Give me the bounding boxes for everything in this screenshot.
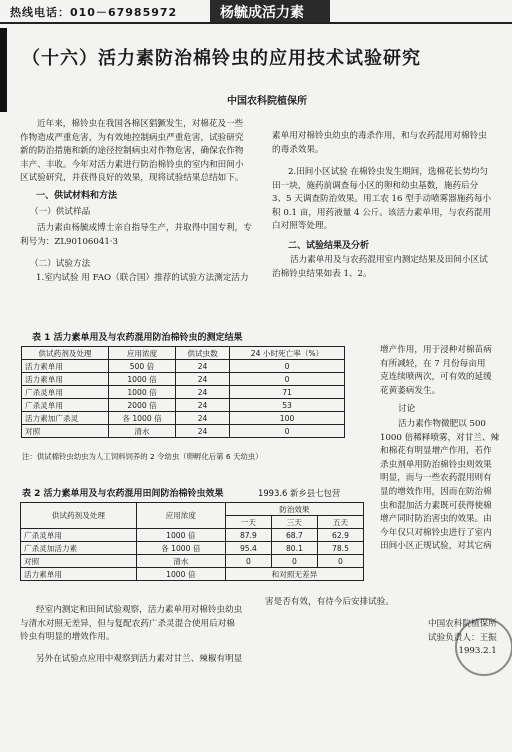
table1-header-cell: 应用浓度 xyxy=(109,347,176,360)
table2-subheader-cell: 五天 xyxy=(317,516,363,529)
table-row: 广杀灵单用 1000 倍 87.9 68.7 62.9 xyxy=(21,529,364,542)
table-row: 活力素单用 1000 倍 24 0 xyxy=(22,373,345,386)
table1-note: 注：供试棉铃虫幼虫为人工饲料饲养的 2 令幼虫（卵孵化后第 6 天幼虫） xyxy=(22,452,263,461)
subheading-samples: （一）供试样品 xyxy=(30,207,91,217)
signature-block: 中国农科院植保所 试验负责人：王振 1993.2.1 xyxy=(428,619,497,657)
table-row: 活力素单用 1000 倍 和对照无差异 xyxy=(21,568,364,581)
table-row: 广杀灵加活力素 各 1000 倍 95.4 80.1 78.5 xyxy=(21,542,364,555)
brand-title: 杨毓成活力素 xyxy=(220,5,304,21)
right-paragraph-a: 素单用对棉铃虫幼虫的毒杀作用，和与农药混用对棉铃虫 的毒杀效果。 xyxy=(272,131,487,155)
table-row: 活力素单用 500 倍 24 0 xyxy=(22,360,345,373)
method-paragraph: 1.室内试验 用 FAO（联合国）推荐的试验方法测定活力 xyxy=(36,273,249,283)
results-paragraph: 活力素单用及与农药混用室内测定结果及田间小区试 治棉铃虫结果如表 1、2。 xyxy=(272,255,488,279)
bottom-right-line: 害是否有效，有待今后安排试验。 xyxy=(265,597,394,607)
section-heading-materials: 一、供试材料和方法 xyxy=(36,191,118,201)
table-row: 广杀灵单用 2000 倍 24 53 xyxy=(22,399,345,412)
table1-header-cell: 供试虫数 xyxy=(176,347,230,360)
discussion-heading: 讨论 xyxy=(398,404,416,414)
table1-title: 表 1 活力素单用及与农药混用防治棉铃虫的测定结果 xyxy=(32,333,243,343)
table1 xyxy=(21,346,345,438)
header-rule xyxy=(0,22,512,24)
discussion-paragraph: 活力素作物微肥以 500 1000 倍稀释喷雾，对甘兰、辣 和棉花有明显增产作用，若作 杀虫剂单用防治棉铃虫则效果 明显，而与一些农药混用则有 显的增效作用，因而在防治棉 虫和混加活力素既可获得使棉 增产同时防治害虫的效果。由 今年仅只对棉铃虫进行了室内 田间小区正规试验，对其它病 xyxy=(380,419,500,552)
table2-header-cell: 应用浓度 xyxy=(136,503,225,529)
sample-paragraph: 活力素由杨毓成博士亲自指导生产，并取得中国专利，专 利号为：ZL90106041·3 xyxy=(20,223,252,247)
table2-header-cell: 防治效果 xyxy=(225,503,363,516)
section-heading-results: 二、试验结果及分析 xyxy=(288,241,370,251)
table2-subheader-cell: 三天 xyxy=(271,516,317,529)
table1-header-cell: 24 小时死亡率（%） xyxy=(230,347,345,360)
edge-stripe xyxy=(0,28,7,112)
table2-subheader-cell: 一天 xyxy=(225,516,271,529)
bottom-paragraph: 经室内测定和田间试验观察，活力素单用对棉铃虫幼虫 与清水对照无差异，但与复配农药广杀灵混合使用后对棉 铃虫有明显的增效作用。 另外在试验点应用中观察到活力素对甘兰、辣椒有明显 xyxy=(20,605,243,664)
intro-paragraph: 近年来，棉铃虫在我国各棉区猖獗发生，对棉花及一些 作物造成严重危害，为有效地控制病虫严重危害，试验研究 新的防治措施和新的途径控制病虫对作物危害，确保农作物 丰产、丰收。今年对活力素进行防治棉铃虫的室内和田间小 区试验研究，并获得良好的效果，现将试验结果总结如下。 xyxy=(20,119,244,184)
table2 xyxy=(20,502,364,581)
table2-title: 表 2 活力素单用及与农药混用田间防治棉铃虫效果 xyxy=(22,489,224,499)
mid-paragraph: 增产作用，用于浸种对棉苗病 有所减轻，在 7 月份每亩用 克连续喷两次，可有效的延缓 花黄萎病发生。 xyxy=(380,345,492,396)
article-title: （十六）活力素防治棉铃虫的应用技术试验研究 xyxy=(22,48,421,69)
table2-header-row xyxy=(21,503,364,516)
table2-header-cell: 供试药剂及处理 xyxy=(21,503,137,529)
table-row: 对照 清水 24 0 xyxy=(22,425,345,438)
table-row: 广杀灵单用 1000 倍 24 71 xyxy=(22,386,345,399)
table1-header-row xyxy=(22,347,345,360)
subheading-methods: （二）试验方法 xyxy=(30,259,91,269)
table-row: 对照 清水 0 0 0 xyxy=(21,555,364,568)
hotline-phone: 热线电话：010－67985972 xyxy=(10,6,178,19)
table2-meta: 1993.6 新乡县七包营 xyxy=(258,488,341,498)
table-row: 活力素加广杀灵 各 1000 倍 24 100 xyxy=(22,412,345,425)
right-paragraph-b: 2.田间小区试验 在棉铃虫发生期间，选棉花长势均匀 田一块，施药前调查每小区的卵和幼虫基数，施药后分 3、5 天调查防治效果。用工农 16 型手动喷雾器施药每小 积 0.1 亩，用药液量 4 公斤。该活力素单用，与农药混用 白对照等处理。 xyxy=(272,167,492,232)
table1-header-cell: 供试药剂及处理 xyxy=(22,347,109,360)
article-author: 中国农科院植保所 xyxy=(227,96,307,107)
